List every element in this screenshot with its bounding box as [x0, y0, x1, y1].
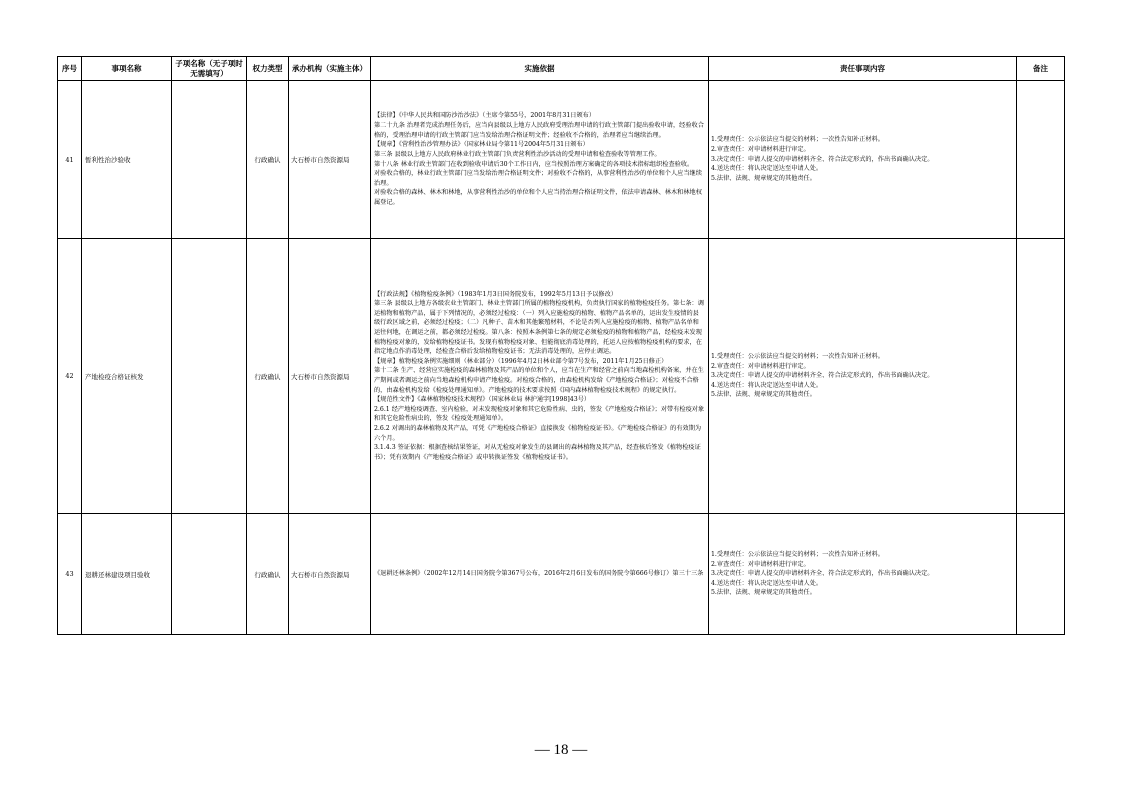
table-row — [58, 81, 1065, 239]
table-header-row — [58, 57, 1065, 81]
basis-line: 3.1.4.3 签证依据：根据查核结果签证，对从无检疫对象发生的县调出的森林植物及其产品，经查核后签发《植物检疫证书》；凭有效期内《产地检疫合格证》或申转换证签发《植物检疫证书》。 — [374, 444, 701, 461]
row-power-type: 行政确认 — [247, 81, 289, 239]
header-subitem-name: 子项名称（无子项时无需填写） — [172, 57, 247, 81]
row-responsibility — [709, 81, 1017, 239]
page-number: — 18 — — [534, 742, 588, 758]
basis-line: 对验收合格的，林业行政主管部门应当发给治理合格证明文件；对验收不合格的，从事营利性治沙的单位和个人应当继续治理。 — [374, 170, 702, 187]
row-item-name: 暂利性治沙验收 — [82, 81, 172, 239]
row-item-name: 产地检疫合格证核发 — [82, 239, 172, 514]
resp-line: 4.送达责任：将认决定送达至申请人处。 — [711, 381, 823, 389]
resp-line: 2.审查责任：对申请材料进行审定。 — [711, 146, 810, 154]
row-organization: 大石桥市自然资源局 — [289, 514, 371, 635]
power-list-table — [57, 56, 1065, 635]
row-index: 43 — [58, 514, 82, 635]
header-basis: 实施依据 — [371, 57, 709, 81]
resp-line: 1.受理责任：公示依法应当提交的材料；一次性告知补正材料。 — [711, 136, 884, 144]
header-item-name: 事项名称 — [82, 57, 172, 81]
basis-line: 【规章】《营利性治沙管理办法》（国家林业局令第11号2004年5月31日颁布） — [374, 141, 589, 149]
header-responsibility: 责任事项内容 — [709, 57, 1017, 81]
resp-line: 1.受理责任：公示依法应当提交的材料；一次性告知补正材料。 — [711, 352, 884, 360]
basis-line: 【行政法规】《植物检疫条例》（1983年1月3日国务院发布，1992年5月13日予以修改） — [374, 290, 617, 298]
resp-line: 1.受理责任：公示依法应当提交的材料；一次性告知补正材料。 — [711, 550, 884, 558]
header-organization: 承办机构（实施主体） — [289, 57, 371, 81]
row-organization: 大石桥市自然资源局 — [289, 81, 371, 239]
row-subitem-name — [172, 81, 247, 239]
header-note: 备注 — [1017, 57, 1065, 81]
table-row — [58, 514, 1065, 635]
row-power-type: 行政确认 — [247, 239, 289, 514]
basis-line: 第三条 县级以上地方人民政府林业行政主管部门负责营利性治沙活动的受理申请和检查验收等管理工作。 — [374, 150, 661, 158]
row-responsibility — [709, 239, 1017, 514]
row-basis — [371, 514, 709, 635]
basis-line: 2.6.1 经产地检疫调查、室内检验，对未发现检疫对象和其它危险性病、虫的，签发《产地检疫合格证》；对带有检疫对象和其它危险性病虫的，签发《检疫处理通知单》。 — [374, 405, 705, 423]
row-basis — [371, 239, 709, 514]
resp-line: 2.审查责任：对申请材料进行审定。 — [711, 560, 810, 568]
resp-line: 5.法律、法规、规章规定的其他责任。 — [711, 589, 816, 597]
resp-line: 5.法律、法规、规章规定的其他责任。 — [711, 391, 816, 399]
basis-line: 【法律】《中华人民共和国防沙治沙法》（主席令第55号，2001年8月31日颁布） — [374, 112, 596, 120]
row-organization: 大石桥市自然资源局 — [289, 239, 371, 514]
header-index: 序号 — [58, 57, 82, 81]
row-basis — [371, 81, 709, 239]
basis-line: 对验收合格的森林、林木和林地，从事营利性治沙的单位和个人应当持治理合格证明文件，依法申请森林、林木和林地权属登记。 — [374, 189, 702, 206]
header-power-type: 权力类型 — [247, 57, 289, 81]
row-index: 41 — [58, 81, 82, 239]
basis-line: 2.6.2 对调出的森林植物及其产品，可凭《产地检疫合格证》直接换发《植物检疫证书》。《产地检疫合格证》的有效期为六个月。 — [374, 425, 702, 442]
resp-line: 3.决定责任：申请人提交的申请材料齐全、符合法定形式的，作出书面确认决定。 — [711, 372, 934, 380]
resp-line: 4.送达责任：将认决定送达至申请人处。 — [711, 165, 823, 173]
row-subitem-name — [172, 514, 247, 635]
resp-line: 5.法律、法规、规章规定的其他责任。 — [711, 174, 816, 182]
row-power-type: 行政确认 — [247, 514, 289, 635]
basis-line: 第十八条 林业行政主管部门在收到验收申请后30个工作日内，应当按照治理方案确定的各项技术指标组织检查验收。 — [374, 160, 694, 168]
basis-line: 【规章】植物检疫条例实施细则（林业部分）（1996年4月2日林业部令第7号发布，2011年1月25日修正） — [374, 357, 668, 365]
basis-line: 第三条 县级以上地方各级农业主管部门、林业主管部门所属的植物检疫机构，负责执行国家的植物检疫任务。第七条：调运植物和植物产品，属于下列情况的，必须经过检疫：（一）列入应施检疫的植物、植物产品名单的，运出发生疫情的县级行政区域之前，必须经过检疫；（二）凡种子、苗木和其他繁殖材料，不论是否列入应施检疫的植物、植物产品名单和运往何地，在调运之前，都必须经过检疫。第八条：按照本条例第七条的规定必须检疫的植物和植物产品，经检疫未发现植物检疫对象的，发给植物检疫证书。发现有植物检疫对象、但能彻底消毒处理的，托运人应按植物检疫机构的要求，在指定地点作消毒处理，经检查合格后发给植物检疫证书；无法消毒处理的，应停止调运。 — [374, 300, 704, 356]
basis-line: 第二十九条 治理者完成治理任务后，应当向县级以上地方人民政府受理治理申请的行政主管部门提出验收申请，经验收合格的，受理治理申请的行政主管部门应当发给治理合格证明文件；经验收不合格的，治理者应当继续治理。 — [374, 122, 704, 139]
row-responsibility — [709, 514, 1017, 635]
basis-line: 《退耕还林条例》（2002年12月14日国务院令第367号公布，2016年2月6日发布的国务院令第666号修订）第三十三条 — [374, 570, 704, 578]
resp-line: 3.决定责任：申请人提交的申请材料齐全、符合法定形式的，作出书面确认决定。 — [711, 155, 934, 163]
row-subitem-name — [172, 239, 247, 514]
row-index: 42 — [58, 239, 82, 514]
row-note — [1017, 239, 1065, 514]
resp-line: 3.决定责任：申请人提交的申请材料齐全、符合法定形式的，作出书面确认决定。 — [711, 570, 934, 578]
table-row — [58, 239, 1065, 514]
resp-line: 2.审查责任：对申请材料进行审定。 — [711, 362, 810, 370]
row-item-name: 退耕还林建设项目验收 — [82, 514, 172, 635]
resp-line: 4.送达责任：将认决定送达至申请人处。 — [711, 579, 823, 587]
row-note — [1017, 81, 1065, 239]
basis-line: 第十二条 生产、经营应实施检疫的森林植物及其产品的单位和个人，应当在生产和经营之前向当地森检机构备案，并在生产期间或者调运之前向当地森检机构申请产地检疫。对检疫合格的，由森检机构发给《产地检疫合格证》；对检疫不合格的，由森检机构发给《检疫处理通知单》。产地检疫的技术要求按照《国内森林植物检疫技术规程》的规定执行。 — [374, 367, 704, 394]
row-note — [1017, 514, 1065, 635]
basis-line: 【规范性文件】《森林植物检疫技术规程》（国家林业局 林护通字[1998]43号） — [374, 396, 591, 404]
